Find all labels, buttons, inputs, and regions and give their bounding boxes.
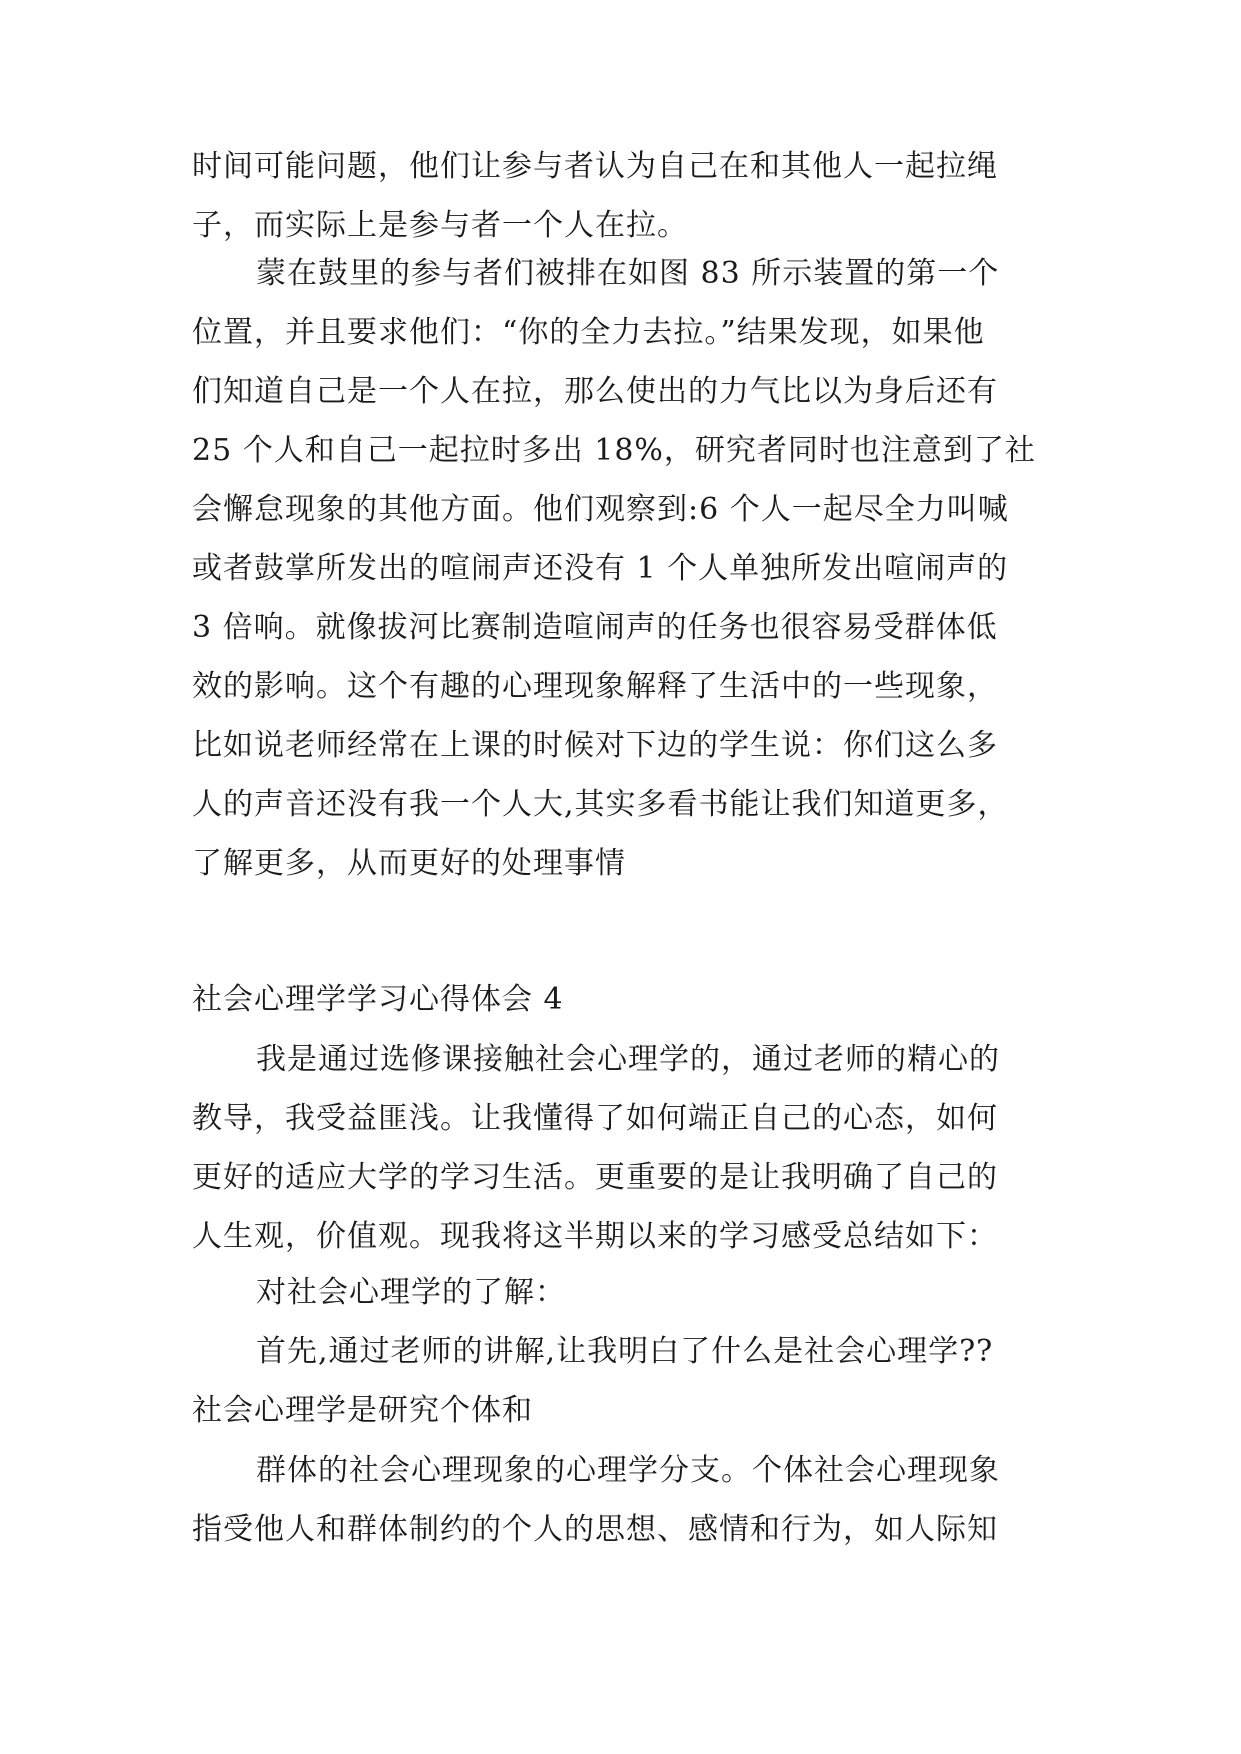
- section-heading-block: [192, 970, 1052, 1029]
- text-line: 我是通过选修课接触社会心理学的，通过老师的精心的: [256, 1042, 1000, 1077]
- text-line: 蒙在鼓里的参与者们被排在如图 83 所示装置的第一个: [256, 256, 1000, 291]
- paragraph-2: [192, 244, 1052, 893]
- text-line: 对社会心理学的了解：: [256, 1275, 566, 1310]
- text-line: 3 倍响。就像拔河比赛制造喧闹声的任务也很容易受群体低: [192, 610, 998, 645]
- text-line: 位置，并且要求他们：“你的全力去拉。”结果发现，如果他: [192, 315, 985, 350]
- text-line: 教导，我受益匪浅。让我懂得了如何端正自己的心态，如何: [192, 1101, 998, 1136]
- text-line: 会懈怠现象的其他方面。他们观察到:6 个人一起尽全力叫喊: [192, 492, 1009, 527]
- text-line: 子，而实际上是参与者一个人在拉。: [192, 208, 688, 243]
- text-line: 指受他人和群体制约的个人的思想、感情和行为，如人际知: [192, 1512, 998, 1547]
- paragraph-3: [192, 1030, 1052, 1266]
- text-line: 人生观，价值观。现我将这半期以来的学习感受总结如下：: [192, 1219, 998, 1254]
- text-line: 比如说老师经常在上课的时候对下边的学生说：你们这么多: [192, 728, 998, 763]
- text-line: 群体的社会心理现象的心理学分支。个体社会心理现象: [256, 1453, 1000, 1488]
- paragraph-6: [192, 1441, 1052, 1559]
- text-line: 效的影响。这个有趣的心理现象解释了生活中的一些现象，: [192, 669, 998, 704]
- text-line: 或者鼓掌所发出的喧闹声还没有 1 个人单独所发出喧闹声的: [192, 551, 1009, 586]
- paragraph-5: [192, 1322, 1052, 1440]
- paragraph-1: [192, 137, 1052, 255]
- section-heading: 社会心理学学习心得体会 4: [192, 982, 564, 1017]
- text-line: 人的声音还没有我一个人大,其实多看书能让我们知道更多，: [192, 787, 1009, 822]
- text-line: 社会心理学是研究个体和: [192, 1393, 533, 1428]
- text-line: 25 个人和自己一起拉时多出 18%，研究者同时也注意到了社: [192, 433, 1036, 468]
- text-line: 更好的适应大学的学习生活。更重要的是让我明确了自己的: [192, 1160, 998, 1195]
- text-line: 首先,通过老师的讲解,让我明白了什么是社会心理学??: [256, 1334, 994, 1369]
- paragraph-4: [192, 1263, 1052, 1322]
- text-line: 时间可能问题，他们让参与者认为自己在和其他人一起拉绳: [192, 149, 998, 184]
- text-line: 们知道自己是一个人在拉，那么使出的力气比以为身后还有: [192, 374, 998, 409]
- text-line: 了解更多，从而更好的处理事情: [192, 846, 626, 881]
